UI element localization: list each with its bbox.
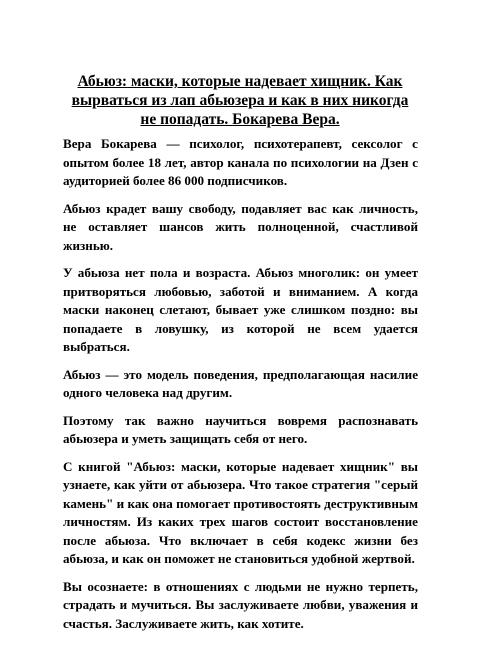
document-title: Абьюз: маски, которые надевает хищник. Как вырваться из лап абьюзера и как в них никогда не попадать. Бокарева Вера. — [71, 73, 409, 128]
paragraph-author-bio: Вера Бокарева — психолог, психотерапевт, сексолог с опытом более 18 лет, автор канала по психологии на Дзен с аудиторией более 86 000 подписчиков. — [63, 136, 418, 188]
paragraph-abuse-definition: Абьюз — это модель поведения, предполагающая насилие одного человека над другим. — [63, 366, 418, 400]
paragraph-book-contents: С книгой "Абьюз: маски, которые надевает хищник" вы узнаете, как уйти от абьюзера. Что такое стратегия "серый камень" и как она помогает противостоять деструктивным личностям. Из каких трех шагов состоит восстановление после абьюза. Что включает в себя кодекс жизни без абьюза, и как он поможет не становиться удобной жертвой. — [63, 458, 418, 566]
paragraph-abuse-many-faces: У абьюза нет пола и возраста. Абьюз многолик: он умеет притворяться любовью, заботой и вниманием. А когда маски наконец слетают, бывает уже слишком поздно: вы попадаете в ловушку, из которой не всем удается выбраться. — [63, 265, 418, 354]
paragraph-conclusion: Вы осознаете: в отношениях с людьми не нужно терпеть, страдать и мучиться. Вы заслуживаете любви, уважения и счастья. Заслуживаете жить, как хотите. — [63, 578, 418, 631]
paragraph-recognize-abuser: Поэтому так важно научиться вовремя распознавать абьюзера и уметь защищать себя от него. — [63, 412, 418, 446]
paragraph-abuse-steals-freedom: Абьюз крадет вашу свободу, подавляет вас как личность, не оставляет шансов жить полноценной, счастливой жизнью. — [63, 200, 418, 253]
document-body — [63, 135, 418, 642]
